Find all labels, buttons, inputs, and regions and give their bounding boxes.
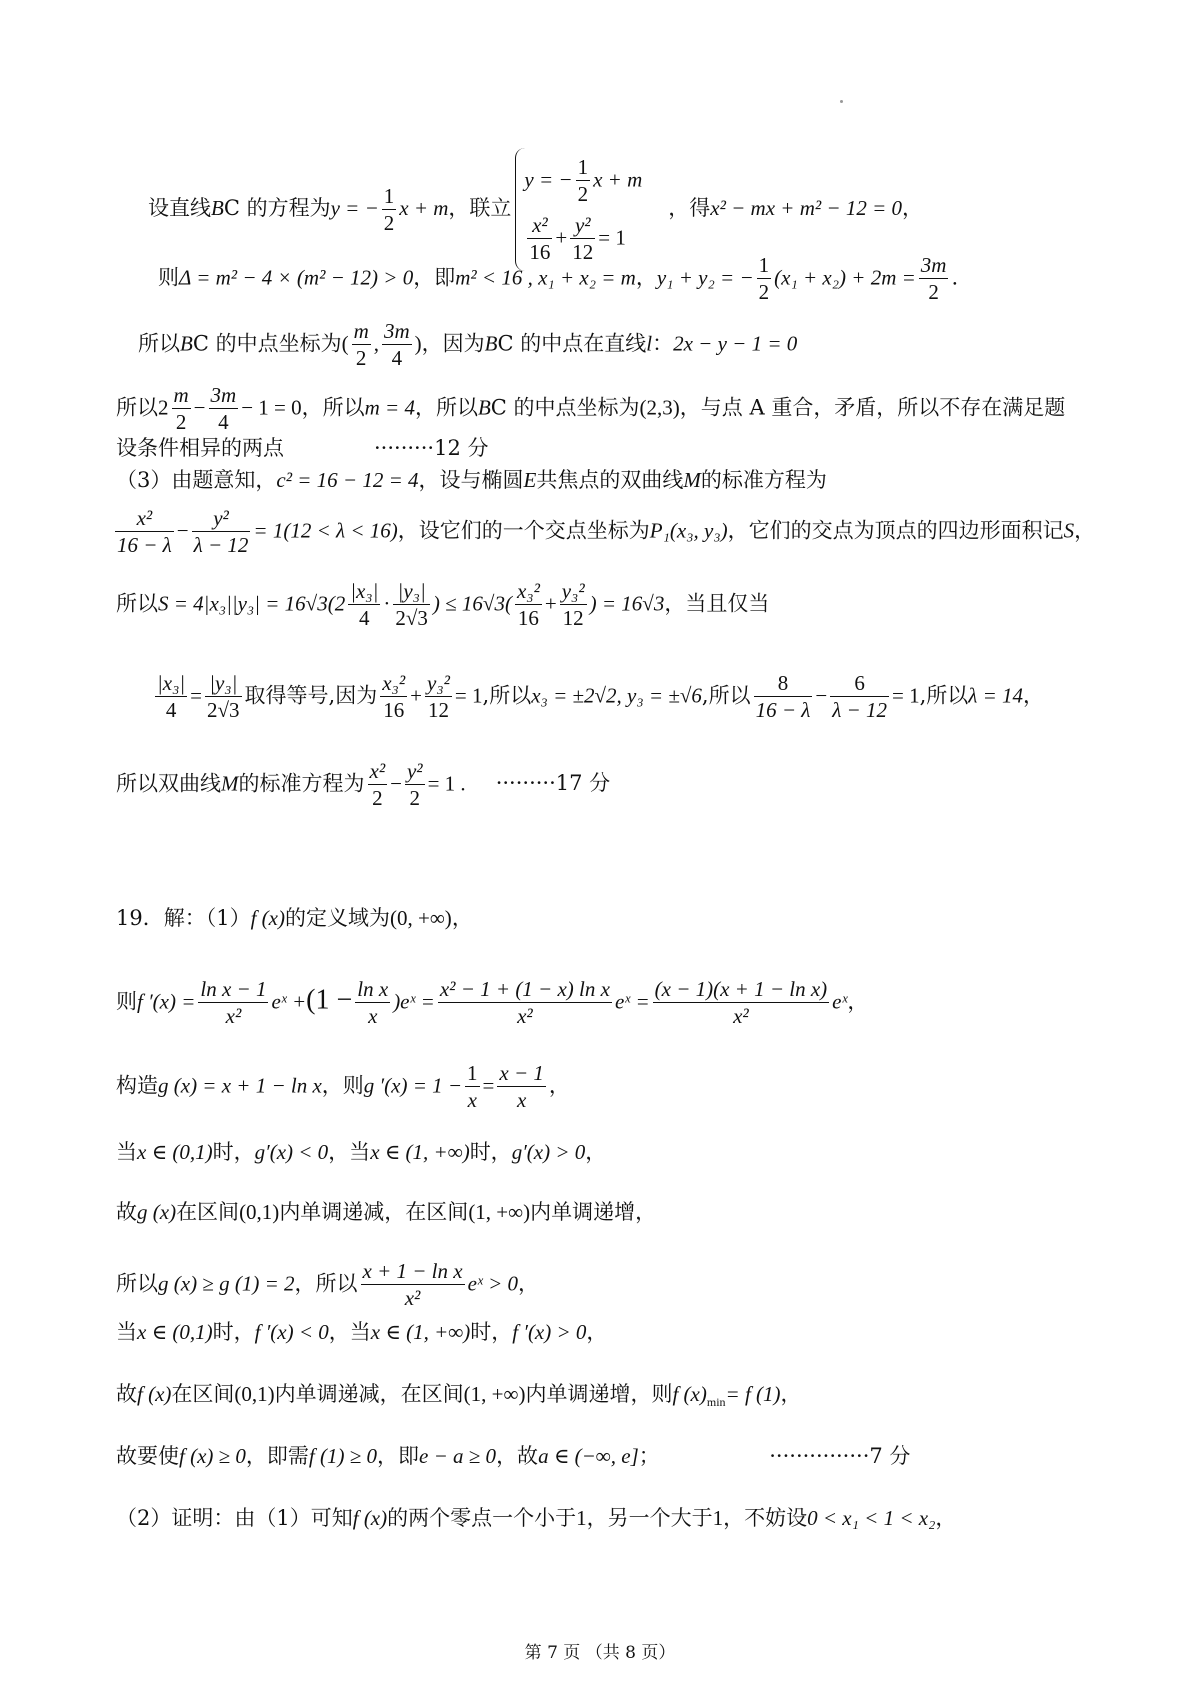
line-construct-g [116,1060,570,1114]
math: (2,3) [639,395,680,420]
fraction: $\frac{\text{|y₃|}}{2√3}$ [207,671,240,723]
text: 在区间 [176,1200,240,1224]
text: ，联立 [448,196,512,220]
text: ,所以 [701,683,751,708]
text: ， [935,1506,957,1530]
math: x ∈ (1, +∞) [370,1320,471,1344]
math: g (x) [137,1200,177,1224]
text: ，即 [413,265,456,290]
math: (0,1) [239,1200,280,1224]
text: ，另一个大于 [586,1506,713,1530]
fraction: $\frac{1}{x}$ [467,1061,478,1113]
math: (0,1) [234,1382,275,1406]
text: ，当且仅当 [664,591,770,616]
line-score-12 [116,436,488,461]
text: 构造 [116,1073,158,1098]
math: eˣ = [614,989,650,1014]
text: ， [1023,683,1045,708]
fraction: $\frac{\text{(x − 1)(x + 1 − ln x)}}{\text{x²}}$ [654,977,828,1029]
math: (1, +∞) [468,1200,531,1224]
text: ，设与椭圆 [418,468,524,492]
math: x² − mx + m² − 12 = 0 [710,196,903,220]
fraction: $\frac{8}{16 - \lambda}$ [755,671,811,723]
text: ， [902,196,924,220]
math: x ∈ (0,1) [137,1140,213,1164]
math: (1, +∞) [463,1382,526,1406]
fraction: $\frac{\text{x²}}{2}$ [369,759,386,811]
math: (1 − [306,984,353,1016]
math: Δ = m² − 4 × (m² − 12) > 0 [179,265,414,290]
line-a-range [116,1444,910,1469]
line-f-sign [116,1320,607,1345]
math: m² < 16 , x₁ + x₂ = m [455,265,636,290]
fraction: $\frac{\text{x₃²}}{16}$ [382,671,406,723]
equation-system: y = − $\frac{1}{2}$ x + m $\frac{\text{x²}}{16}$ + $\frac{\text{y²}}{12}$ = 1 [515,148,642,271]
math: = [482,1073,495,1098]
math: g (x) = x + 1 − ln x [158,1073,322,1098]
math: M [683,468,701,492]
math: = [190,683,203,708]
math: eˣ + [271,989,307,1014]
line-f-monotonic [116,1382,802,1410]
math: l [646,331,653,356]
math: 1 [576,1506,587,1530]
math: f (x) [672,1382,707,1406]
math: eˣ > 0 [467,1271,518,1296]
math: − [390,771,402,796]
line-g-monotonic [116,1200,656,1225]
math: x₃ = ±2√2, y₃ = ±√6 [531,683,702,708]
text: 设直线 [148,196,211,220]
text: ，得 [668,196,711,220]
text: ，则 [321,1073,364,1098]
text: 当 [116,1320,137,1344]
text: C 的中点在直线 [497,331,647,356]
text: （3）由题意知， [116,468,277,492]
text: ,所以 [482,683,532,708]
math: λ = 14 [968,683,1024,708]
math: ( [341,331,349,356]
fraction: $\frac{1}{2}$ [758,253,770,305]
line-derivative [116,976,868,1030]
math: y₁ + y₂ = − [656,265,754,290]
text: ， [548,1073,570,1098]
text: ，当 [328,1320,371,1344]
text: ， [451,906,473,930]
math: e − a ≥ 0 [419,1444,497,1468]
line-discriminant [158,252,958,306]
math: g (x) ≥ g (1) = 2 [158,1271,295,1296]
fraction: $\frac{\text{x²}}{16 - \lambda}$ [117,506,172,558]
text: C 的中点坐标为 [192,331,342,356]
math: f ′(x) > 0 [512,1320,587,1344]
math: f (1) ≥ 0 [308,1444,378,1468]
line-hyperbola-form [112,505,1095,559]
text: ，所以 [294,1271,358,1296]
score-mark: ·········17 分 [495,771,611,796]
math: f (x) [352,1506,388,1530]
math: = 1 [454,683,483,708]
math: ) = 16√3 [589,591,665,616]
text: ，即 [377,1444,420,1468]
text: 故 [116,1382,137,1406]
line-problem-19 [116,906,473,931]
math: · [383,591,391,616]
math: = 1 [891,683,920,708]
text: . [951,265,959,290]
fraction: $\frac{\text{|x₃|}}{4}$ [350,579,379,631]
text: C 的方程为 [223,196,331,220]
math: − [193,395,206,420]
math: B [180,331,193,356]
math: g ′(x) = 1 − [363,1073,463,1098]
fraction: $\frac{m}{2}$ [353,319,369,371]
math: = f (1) [725,1382,781,1406]
text: ，因为 [421,331,485,356]
text: 时， [469,1140,512,1164]
fraction: $\frac{\text{y²}}{\lambda - 12}$ [193,506,249,558]
math: − 1 = 0 [241,395,302,420]
math: 2x − y − 1 = 0 [673,331,798,356]
math: x ∈ (0,1) [137,1320,213,1344]
math: + [544,591,557,616]
fraction: $\frac{3m}{4}$ [210,383,237,435]
math: c² = 16 − 12 = 4 [276,468,419,492]
line-part3-intro [116,468,827,493]
math: (0, +∞) [390,906,452,930]
text: ，设它们的一个交点坐标为 [397,518,650,543]
fraction: $\frac{3m}{4}$ [384,319,410,371]
text: 所以 [116,1271,158,1296]
text: ： [652,331,674,356]
fraction: $\frac{m}{2}$ [173,383,189,435]
text: 设条件相异的两点 [116,436,284,460]
math: − [176,518,189,543]
math: E [523,468,537,492]
score-mark: ·········12 分 [374,436,489,460]
line-part2-proof [116,1506,956,1531]
text: 则 [116,989,137,1014]
math: eˣ [832,989,848,1014]
line-g-sign [116,1140,606,1165]
math: B [484,331,498,356]
text: 时， [212,1140,255,1164]
math: x ∈ (1, +∞) [370,1140,470,1164]
text: 所以 [138,331,180,356]
math: (x₁ + x₂) + 2m = [774,265,916,290]
line-midpoint [138,318,797,372]
text: ，即需 [245,1444,309,1468]
line-area-inequality [116,578,769,632]
text: 19．解：（1） [116,906,251,930]
text: ， [847,989,869,1014]
fraction: $\frac{\text{x₃²}}{16}$ [516,579,540,631]
text: ，与点 A 重合，矛盾，所以不存在满足题 [679,395,1066,420]
text: 的定义域为 [285,906,390,930]
text: ，它们的交点为顶点的四边形面积记 [727,518,1064,543]
text: 取得等号,因为 [244,683,378,708]
text: 共焦点的双曲线 [536,468,684,492]
text: ， [518,1271,539,1296]
math: y = − [330,196,379,220]
text: 内单调递增，则 [525,1382,673,1406]
math: ) ≤ 16√3( [432,591,512,616]
text: C 的中点坐标为 [490,395,640,420]
math: f (x) ≥ 0 [179,1444,246,1468]
text: 时， [212,1320,255,1344]
fraction: $\frac{\text{x² − 1 + (1 − x) ln x}}{\text{x²}}$ [439,977,610,1029]
fraction: $\frac{x - 1}{x}$ [499,1061,544,1113]
fraction: $\frac{\text{y₃²}}{12}$ [561,579,585,631]
text: 内单调递增， [530,1200,657,1224]
text: 当 [116,1140,137,1164]
math: P₁(x₃, y₃) [649,518,728,543]
page-number-footer: 第 7 页 （共 8 页） [524,1643,676,1663]
math: 2 [158,395,169,420]
fraction: $\frac{\text{y²}}{2}$ [406,759,423,811]
math: f ′(x) = [137,989,196,1014]
math: S [1063,518,1075,543]
math: )eˣ = [393,989,435,1014]
math: g′(x) < 0 [254,1140,329,1164]
text: 内单调递减，在区间 [279,1200,469,1224]
text: ，所以 [414,395,478,420]
text: ，不妨设 [723,1506,808,1530]
text: ， [586,1320,608,1344]
text: 内单调递减，在区间 [274,1382,464,1406]
math: a ∈ (−∞, e] [538,1444,639,1468]
math: m = 4 [364,395,415,420]
math: ) [414,331,422,356]
math: B [477,395,491,420]
math: = 1 . [427,771,466,796]
text: ； [638,1444,650,1468]
fraction: $\frac{\text{ln x}}{x}$ [357,977,389,1029]
math: x + m [399,196,449,220]
text: 时， [470,1320,513,1344]
line-g-minimum [116,1258,539,1312]
line-equality-condition [152,670,1044,724]
score-mark: ···············7 分 [769,1444,911,1468]
text: 则 [158,265,179,290]
text: 所以 [116,591,158,616]
line-hyperbola-result [116,758,610,812]
fraction: $\frac{1}{2}$ [383,183,395,235]
text: 的标准方程为 [700,468,827,492]
text: ， [635,265,657,290]
math: 1 [712,1506,724,1530]
math: = 1(12 < λ < 16) [253,518,398,543]
math: , [373,331,379,356]
text: ， [780,1382,802,1406]
fraction: $\frac{\text{y₃²}}{12}$ [427,671,450,723]
subscript: min [706,1395,726,1410]
text: ,所以 [919,683,969,708]
text: （2）证明：由（1）可知 [116,1506,353,1530]
math: M [221,771,239,796]
text: 故要使 [116,1444,179,1468]
text: ，所以 [301,395,365,420]
fraction: $\frac{3m}{2}$ [920,253,947,305]
fraction: $\frac{6}{\lambda - 12}$ [832,671,887,723]
line-contradiction [116,382,1065,436]
text: ， [1074,518,1096,543]
math: g′(x) > 0 [511,1140,586,1164]
text: ，故 [496,1444,539,1468]
math: B [211,196,224,220]
fraction: $\frac{\text{x + 1 − ln x}}{\text{x²}}$ [362,1259,463,1311]
fraction: $\frac{\text{ln x − 1}}{\text{x²}}$ [200,977,267,1029]
math: f (x) [137,1382,172,1406]
math: 0 < x₁ < 1 < x₂ [807,1506,936,1530]
math: + [410,683,422,708]
math: S = 4|x₃||y₃| = 16√3(2 [158,591,346,616]
math: f ′(x) < 0 [254,1320,329,1344]
text: ，当 [328,1140,371,1164]
text: 所以双曲线 [116,771,221,796]
text: 所以 [116,395,158,420]
text: 在区间 [171,1382,235,1406]
speck [840,100,843,103]
text: 的两个零点一个小于 [387,1506,577,1530]
fraction: $\frac{\text{|x₃|}}{4}$ [157,671,186,723]
text: ， [585,1140,607,1164]
text: 的标准方程为 [238,771,365,796]
math: f (x) [250,906,285,930]
math: − [815,683,828,708]
fraction: $\frac{\text{|y₃|}}{2√3}$ [395,579,428,631]
text: 故 [116,1200,137,1224]
